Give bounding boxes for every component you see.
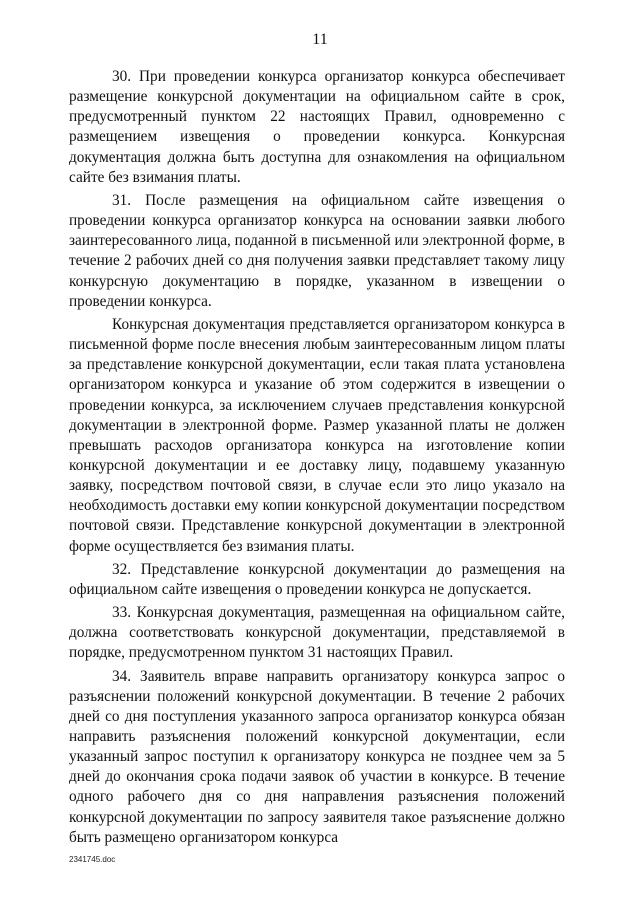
document-body bbox=[69, 67, 565, 848]
page-number: 11 bbox=[312, 31, 328, 48]
paragraph-32: 32. Представление конкурсной документации до размещения на официальном сайте извещения о проведении конкурса не допускается. bbox=[69, 560, 565, 598]
paragraph-34: 34. Заявитель вправе направить организатору конкурса запрос о разъяснении положений конкурсной документации. В течение 2 рабочих дней со дня поступления указанного запроса организатор конкурса обязан направить разъяснения положений конкурсной документации, если указанный запрос поступил к организатору конкурса не позднее чем за 5 дней до окончания срока подачи заявок об участии в конкурсе. В течение одного рабочего дня со дня направления разъяснения положений конкурсной документации по запросу заявителя такое разъяснение должно быть размещено организатором конкурса bbox=[69, 667, 565, 846]
document-file-code: 2341745.doc bbox=[69, 855, 116, 864]
paragraph-31: 31. После размещения на официальном сайте извещения о проведении конкурса организатор конкурса на основании заявки любого заинтересованного лица, поданной в письменной или электронной форме, в течение 2 рабочих дней со дня получения заявки представляет такому лицу конкурсную документацию в порядке, указанном в извещении о проведении конкурса. bbox=[69, 191, 565, 310]
paragraph-31-continuation: Конкурсная документация представляется организатором конкурса в письменной форме после внесения любым заинтересованным лицом платы за представление конкурсной документации, если такая плата установлена организатором конкурса и указание об этом содержится в извещении о проведении конкурса, за исключением случаев представления конкурсной документации в электронной форме. Размер указанной платы не должен превышать расходов организатора конкурса на изготовление копии конкурсной документации и ее доставку лицу, подавшему указанную заявку, посредством почтовой связи, в случае если это лицо указало на необходимость доставки ему копии конкурсной документации посредством почтовой связи. Представление конкурсной документации в электронной форме осуществляется без взимания платы. bbox=[69, 315, 565, 555]
paragraph-30: 30. При проведении конкурса организатор конкурса обеспечивает размещение конкурсной документации на официальном сайте в срок, предусмотренный пунктом 22 настоящих Правил, одновременно с размещением извещения о проведении конкурса. Конкурсная документация должна быть доступна для ознакомления на официальном сайте без взимания платы. bbox=[69, 68, 565, 186]
paragraph-33: 33. Конкурсная документация, размещенная на официальном сайте, должна соответствовать конкурсной документации, представляемой в порядке, предусмотренном пунктом 31 настоящих Правил. bbox=[69, 604, 565, 662]
